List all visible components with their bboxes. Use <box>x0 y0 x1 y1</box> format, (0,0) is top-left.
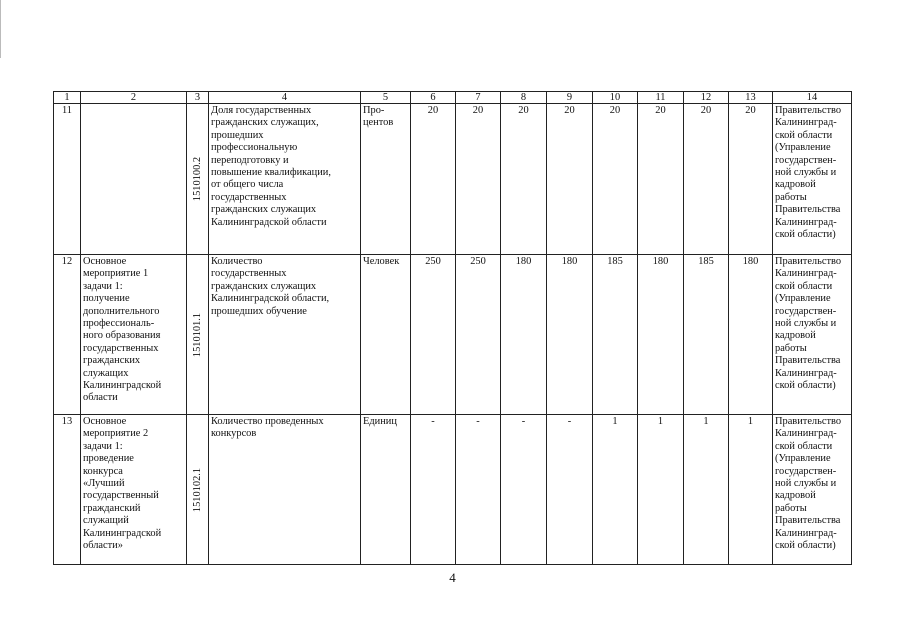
value-cell: - <box>547 415 593 565</box>
value-cell: 20 <box>593 104 638 255</box>
code-text: 1510101.1 <box>191 312 203 357</box>
scan-edge-mark <box>0 0 4 58</box>
executor-cell: Правительство Калининград- ской области (Управление государствен- ной службы и кадровой работы Правительства Калининград- ской области) <box>773 104 852 255</box>
row-number: 11 <box>54 104 81 255</box>
value-cell: 20 <box>729 104 773 255</box>
value-cell: 180 <box>547 255 593 415</box>
header-cell: 6 <box>411 92 456 104</box>
value-cell: - <box>411 415 456 565</box>
code-text: 1510100.2 <box>191 156 203 202</box>
value-cell: - <box>456 415 501 565</box>
header-cell: 1 <box>54 92 81 104</box>
event-cell: Основное мероприятие 2 задачи 1: проведение конкурса «Лучший государственный гражданский служащий Калининградской области» <box>81 415 187 565</box>
value-cell: 185 <box>593 255 638 415</box>
indicator-cell: Доля государственных гражданских служащих, прошедших профессиональную переподготовку и повышение квалификации, от общего числа государственных гражданских служащих Калининградской области <box>209 104 361 255</box>
value-cell: 1 <box>684 415 729 565</box>
code-cell <box>187 415 209 565</box>
header-row <box>54 92 852 104</box>
header-cell: 9 <box>547 92 593 104</box>
header-cell: 14 <box>773 92 852 104</box>
indicator-cell: Количество проведенных конкурсов <box>209 415 361 565</box>
value-cell: 185 <box>684 255 729 415</box>
value-cell: 180 <box>638 255 684 415</box>
header-cell: 4 <box>209 92 361 104</box>
event-cell <box>81 104 187 255</box>
value-cell: 180 <box>501 255 547 415</box>
event-cell: Основное мероприятие 1 задачи 1: получение дополнительного профессиональ- ного образования государственных гражданских служащих Калининградской области <box>81 255 187 415</box>
value-cell: 20 <box>501 104 547 255</box>
unit-cell: Про- центов <box>361 104 411 255</box>
value-cell: 20 <box>547 104 593 255</box>
header-cell: 10 <box>593 92 638 104</box>
row-number: 13 <box>54 415 81 565</box>
header-cell: 13 <box>729 92 773 104</box>
value-cell: 1 <box>638 415 684 565</box>
indicators-table <box>53 91 852 565</box>
value-cell: 20 <box>456 104 501 255</box>
header-cell: 11 <box>638 92 684 104</box>
value-cell: 1 <box>593 415 638 565</box>
code-text: 1510102.1 <box>191 467 203 512</box>
code-cell <box>187 104 209 255</box>
value-cell: 250 <box>456 255 501 415</box>
table-row <box>54 104 852 255</box>
header-cell: 3 <box>187 92 209 104</box>
table-row <box>54 415 852 565</box>
value-cell: - <box>501 415 547 565</box>
page-number: 4 <box>449 570 456 585</box>
indicator-cell: Количество государственных гражданских служащих Калининградской области, прошедших обучение <box>209 255 361 415</box>
header-cell: 8 <box>501 92 547 104</box>
value-cell: 20 <box>684 104 729 255</box>
value-cell: 20 <box>638 104 684 255</box>
value-cell: 1 <box>729 415 773 565</box>
header-cell: 12 <box>684 92 729 104</box>
unit-cell: Человек <box>361 255 411 415</box>
header-cell: 5 <box>361 92 411 104</box>
value-cell: 20 <box>411 104 456 255</box>
header-cell: 7 <box>456 92 501 104</box>
header-cell: 2 <box>81 92 187 104</box>
code-cell <box>187 255 209 415</box>
value-cell: 250 <box>411 255 456 415</box>
table-row <box>54 255 852 415</box>
row-number: 12 <box>54 255 81 415</box>
executor-cell: Правительство Калининград- ской области (Управление государствен- ной службы и кадровой работы Правительства Калининград- ской области) <box>773 415 852 565</box>
executor-cell: Правительство Калининград- ской области (Управление государствен- ной службы и кадровой работы Правительства Калининград- ской области) <box>773 255 852 415</box>
value-cell: 180 <box>729 255 773 415</box>
unit-cell: Единиц <box>361 415 411 565</box>
